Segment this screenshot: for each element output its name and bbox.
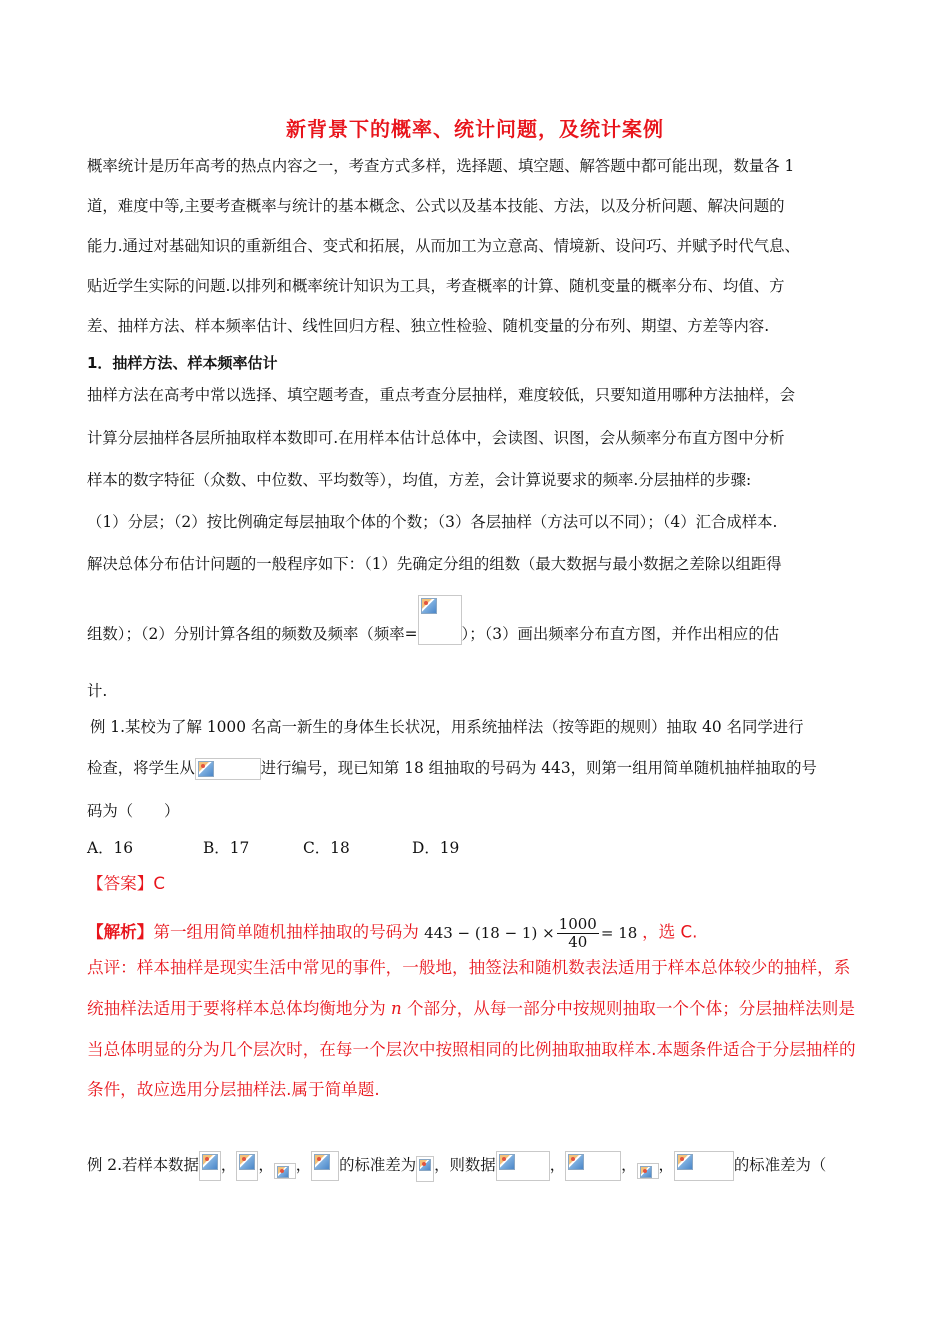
broken-image-icon [568,1154,584,1170]
answer: 【答案】C [87,874,165,893]
section-line: （1）分层；（2）按比例确定每层抽取个体的个数；（3）各层抽样（方法可以不同）；（4）汇合成样本. [87,513,778,531]
formula-fraction [557,916,599,951]
fraction-numerator: 1000 [558,915,597,933]
broken-image-icon [239,1154,255,1170]
comma: ， [658,1156,674,1174]
example1-line: 码为（ ） [87,802,180,820]
comment-line: 点评：样本抽样是现实生活中常见的事件，一般地，抽签法和随机数表法适用于样本总体较少的抽样，系 [87,958,851,977]
formula-image-placeholder [274,1163,296,1179]
text-segment: ）；（3）画出频率分布直方图，并作出相应的估 [461,625,780,643]
broken-image-icon [421,598,437,614]
variable-n: n [390,999,402,1018]
analysis [87,916,697,951]
section-line: 样本的数字特征（众数、中位数、平均数等），均值，方差，会计算说要求的频率.分层抽样的步骤: [87,471,752,489]
comma: ， [549,1156,566,1174]
formula-image-placeholder [565,1151,621,1181]
formula-image-placeholder [418,595,462,645]
intro-line: 概率统计是历年高考的热点内容之一，考查方式多样，选择题、填空题、解答题中都可能出现，数量各 1 [87,157,795,175]
broken-image-icon [314,1154,330,1170]
formula [424,915,642,951]
text-segment: ，则数据 [434,1156,496,1174]
formula-right: = 18 [600,923,638,942]
text-segment: 检查，将学生从 [87,759,195,777]
comment-line: 条件，故应选用分层抽样法.属于简单题. [87,1080,380,1099]
intro-line: 差、抽样方法、样本频率估计、线性回归方程、独立性检验、随机变量的分布列、期望、方差等内容. [87,317,770,335]
comma: ， [295,1156,312,1174]
formula-image-placeholder [496,1151,550,1181]
comma: ， [258,1156,274,1174]
text-segment: 个部分，从每一部分中按规则抽取一个个体；分层抽样法则是 [406,999,855,1018]
broken-image-icon [277,1166,289,1178]
broken-image-icon [499,1154,515,1170]
document-title: 新背景下的概率、统计问题，及统计案例 [286,117,664,141]
section-line: 计算分层抽样各层所抽取样本数即可.在用样本估计总体中，会读图、识图，会从频率分布直方图中分析 [87,429,785,447]
comment-line [87,999,855,1019]
formula-image-placeholder [637,1163,659,1179]
text-segment: 组数）；（2）分别计算各组的频数及频率（频率= [87,625,418,643]
analysis-end: ，选 C. [642,922,698,942]
formula-left: 443 − (18 − 1) × [424,923,555,942]
option-b: B．17 [203,839,250,857]
option-a: A．16 [87,839,134,857]
example2-line [87,1150,826,1182]
intro-line: 贴近学生实际的问题.以排列和概率统计知识为工具，考查概率的计算、随机变量的概率分布、均值、方 [87,277,785,295]
broken-image-icon [419,1159,431,1171]
formula-image-placeholder [311,1151,339,1181]
broken-image-icon [202,1154,218,1170]
section-line: 抽样方法在高考中常以选择、填空题考查，重点考查分层抽样，难度较低，只要知道用哪种方法抽样，会 [87,386,795,404]
broken-image-icon [640,1166,652,1178]
text-segment: 统抽样法适用于要将样本总体均衡地分为 [87,999,386,1018]
text-segment: 的标准差为 [339,1156,417,1174]
formula-image-placeholder [199,1151,221,1181]
example1-line: 例 1.某校为了解 1000 名高一新生的身体生长状况，用系统抽样法（按等距的规则）抽取 40 名同学进行 [90,718,804,736]
comma: ， [220,1156,237,1174]
text-segment: 进行编号，现已知第 18 组抽取的号码为 443，则第一组用简单随机抽样抽取的号 [260,759,817,777]
formula-image-placeholder [674,1151,734,1181]
broken-image-icon [198,761,214,777]
intro-line: 道，难度中等,主要考查概率与统计的基本概念、公式以及基本技能、方法，以及分析问题、解决问题的 [87,197,785,215]
comment-line: 当总体明显的分为几个层次时，在每一个层次中按照相同的比例抽取抽取样本.本题条件适合于分层抽样的 [87,1040,856,1059]
analysis-label: 【解析】 [87,922,154,942]
option-c: C．18 [303,839,350,857]
example1-line [87,758,817,780]
broken-image-icon [677,1154,693,1170]
formula-image-placeholder [416,1156,434,1182]
option-d: D．19 [412,839,460,857]
section-line: 解决总体分布估计问题的一般程序如下：（1）先确定分组的组数（最大数据与最小数据之差除以组距得 [87,555,782,573]
text-segment: 的标准差为（ [733,1156,827,1174]
formula-image-placeholder [195,758,261,780]
section-line-frequency [87,624,779,645]
comma: ， [621,1156,637,1174]
section-heading: 1．抽样方法、样本频率估计 [87,354,278,372]
fraction-denominator: 40 [568,933,588,951]
analysis-text: 第一组用简单随机抽样抽取的号码为 [153,922,419,942]
section-line: 计. [87,682,108,700]
text-segment: 例 2.若样本数据 [87,1156,199,1174]
intro-line: 能力.通过对基础知识的重新组合、变式和拓展，从而加工为立意高、情境新、设问巧、并赋予时代气息、 [87,237,800,255]
formula-image-placeholder [236,1151,258,1181]
